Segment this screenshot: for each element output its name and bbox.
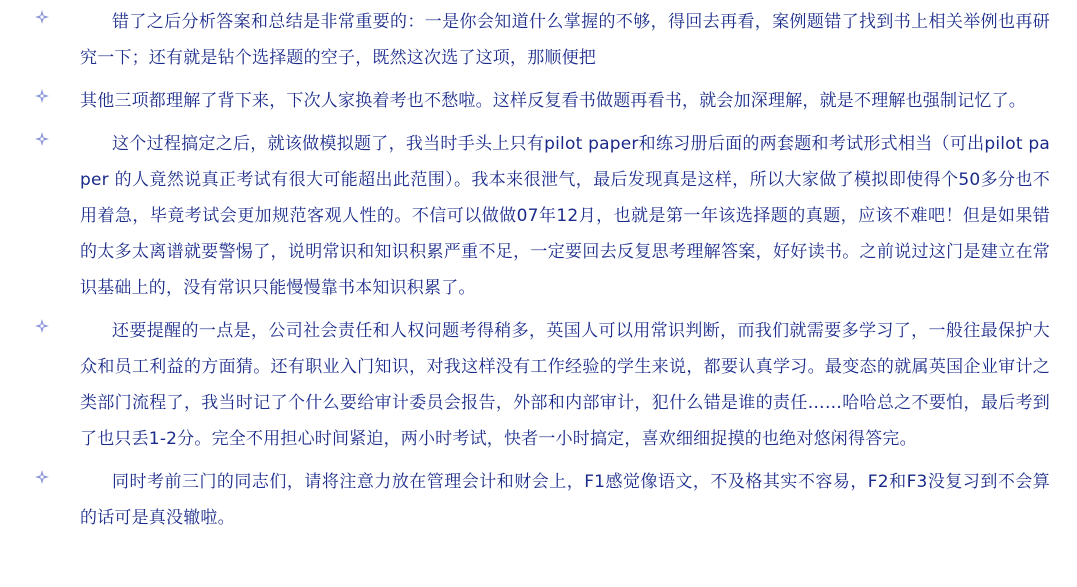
paragraph-text: 错了之后分析答案和总结是非常重要的：一是你会知道什么掌握的不够，得回去再看，案例题错了找到书上相关举例也再研究一下；还有就是钻个选择题的空子，既然这次选了这项，那顺便把 <box>80 12 1050 68</box>
bullet-paragraph-2 <box>0 83 1077 119</box>
paragraph-text: 这个过程搞定之后，就该做模拟题了，我当时手头上只有pilot paper和练习册后面的两套题和考试形式相当（可出pilot paper 的人竟然说真正考试有很大可能超出此范围）。我本来很泄气，最后发现真是这样，所以大家做了模拟即使得个50多分也不用着急，毕竟考试会更加规范客观人性的。不信可以做做07年12月，也就是第一年该选择题的真题，应该不难吧！但是如果错的太多太离谱就要警惕了，说明常识和知识积累严重不足，一定要回去反复思考理解答案，好好读书。之前说过这门是建立在常识基础上的，没有常识只能慢慢靠书本知识积累了。 <box>80 134 1050 298</box>
paragraph-text: 同时考前三门的同志们，请将注意力放在管理会计和财会上，F1感觉像语文，不及格其实不容易，F2和F3没复习到不会算的话可是真没辙啦。 <box>80 472 1050 528</box>
bullet-paragraph-3 <box>0 126 1077 306</box>
paragraph-text: 还要提醒的一点是，公司社会责任和人权问题考得稍多，英国人可以用常识判断，而我们就需要多学习了，一般往最保护大众和员工利益的方面猜。还有职业入门知识，对我这样没有工作经验的学生来说，都要认真学习。最变态的就属英国企业审计之类部门流程了，我当时记了个什么要给审计委员会报告，外部和内部审计，犯什么错是谁的责任……哈哈总之不要怕，最后考到了也只丢1-2分。完全不用担心时间紧迫，两小时考试，快者一小时搞定，喜欢细细捉摸的也绝对悠闲得答完。 <box>80 321 1050 449</box>
four-point-star-diamond-icon <box>35 10 49 24</box>
four-point-star-diamond-icon <box>35 132 49 146</box>
four-point-star-diamond-icon <box>35 89 49 103</box>
four-point-star-diamond-icon <box>35 319 49 333</box>
bullet-paragraph-4 <box>0 313 1077 457</box>
paragraph-text: 其他三项都理解了背下来，下次人家换着考也不愁啦。这样反复看书做题再看书，就会加深理解，就是不理解也强制记忆了。 <box>80 91 1026 111</box>
bullet-paragraph-1 <box>0 4 1077 76</box>
four-point-star-diamond-icon <box>35 470 49 484</box>
bullet-paragraph-5 <box>0 464 1077 536</box>
